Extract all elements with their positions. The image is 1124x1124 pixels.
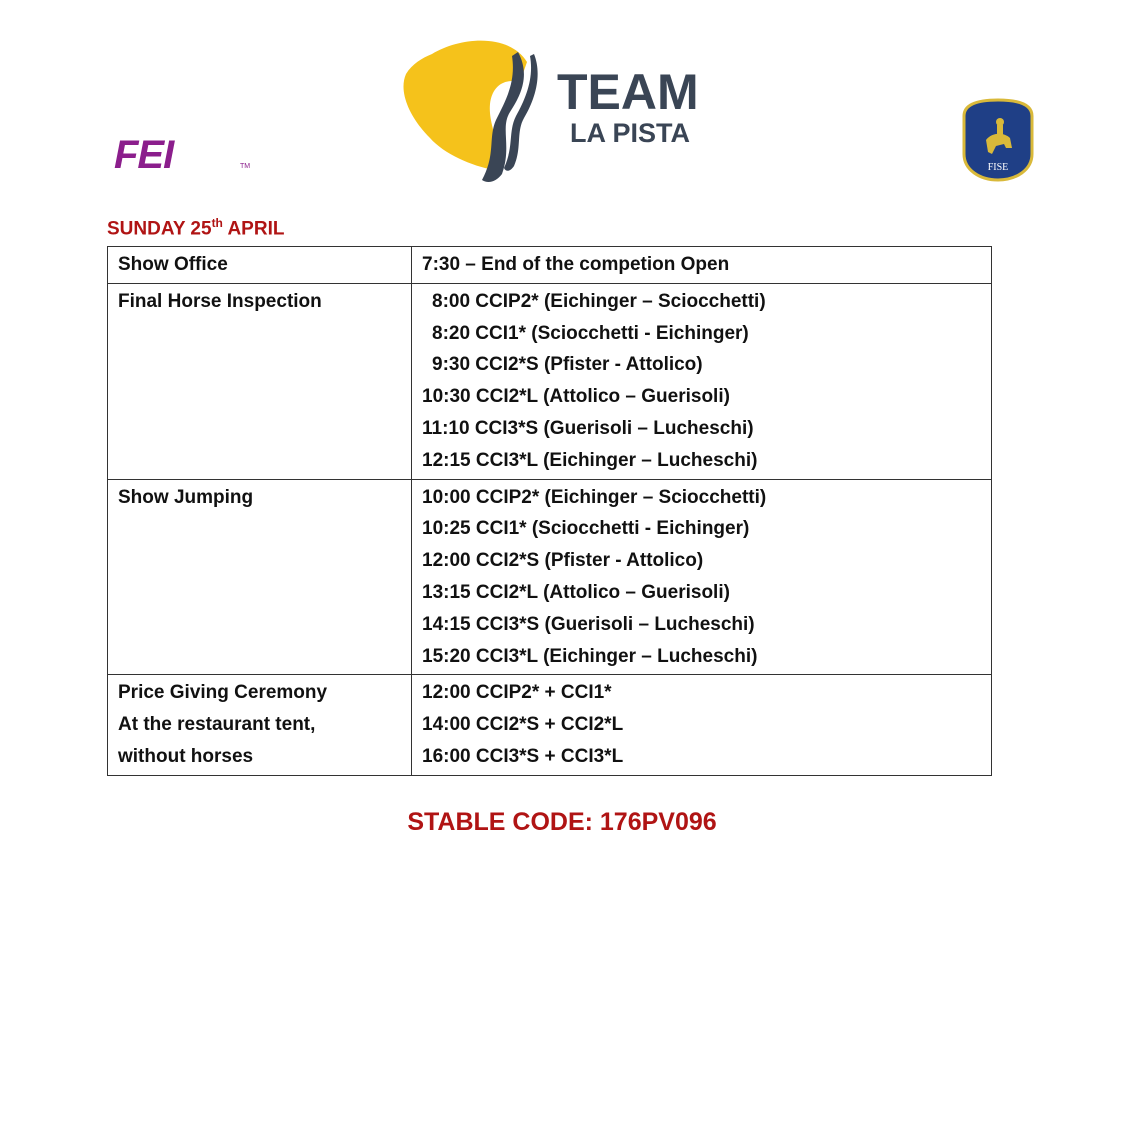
row-times-cell [412, 283, 992, 479]
table-row [108, 283, 992, 479]
team-logo-line2: LA PISTA [570, 118, 690, 148]
time-entry: 10:25 CCI1* (Sciocchetti - Eichinger) [422, 518, 750, 540]
row-label-note: At the restaurant tent, [118, 714, 316, 736]
day-heading-suffix: APRIL [222, 218, 285, 240]
row-label: Show Office [118, 254, 228, 275]
time-entry: 10:30 CCI2*L (Attolico – Guerisoli) [422, 386, 730, 408]
row-label: Final Horse Inspection [118, 290, 322, 312]
fise-logo-text: FISE [987, 162, 1009, 173]
time-entry: 12:00 CCI2*S (Pfister - Attolico) [422, 550, 704, 572]
row-label-cell [108, 247, 412, 284]
table-row [108, 479, 992, 675]
time-entry: 14:15 CCI3*S (Guerisoli – Lucheschi) [422, 613, 755, 635]
row-label-note: without horses [118, 745, 254, 767]
day-heading [107, 216, 284, 240]
time-entry: 9:30 CCI2*S (Pfister - Attolico) [432, 354, 703, 376]
row-label-cell [108, 479, 412, 675]
row-label-cell [108, 675, 412, 775]
time-entry: 14:00 CCI2*S + CCI2*L [422, 714, 624, 736]
row-times-cell [412, 675, 992, 775]
row-times-cell [412, 247, 992, 284]
table-row [108, 247, 992, 284]
time-entry: 12:15 CCI3*L (Eichinger – Lucheschi) [422, 449, 758, 471]
time-entry: 10:00 CCIP2* (Eichinger – Sciocchetti) [422, 486, 767, 508]
row-times-cell [412, 479, 992, 675]
day-heading-sup: th [211, 216, 223, 230]
row-label-cell [108, 283, 412, 479]
row-label: Price Giving Ceremony [118, 682, 328, 704]
stable-code: STABLE CODE: 176PV096 [407, 808, 717, 836]
fei-trademark: TM [240, 163, 251, 170]
time-entry: 13:15 CCI2*L (Attolico – Guerisoli) [422, 581, 730, 603]
time-entry: 8:20 CCI1* (Sciocchetti - Eichinger) [432, 322, 749, 344]
team-la-pista-logo [392, 34, 742, 186]
time-entry: 8:00 CCIP2* (Eichinger – Sciocchetti) [432, 290, 766, 312]
time-entry: 11:10 CCI3*S (Guerisoli – Lucheschi) [422, 417, 754, 439]
table-row [108, 675, 992, 775]
fei-logo-text: FEI [114, 133, 174, 177]
time-entry: 12:00 CCIP2* + CCI1* [422, 682, 612, 704]
day-heading-prefix: SUNDAY 25 [107, 218, 212, 240]
schedule-table [107, 246, 992, 776]
row-label: Show Jumping [118, 486, 254, 508]
time-entry: 16:00 CCI3*S + CCI3*L [422, 745, 624, 767]
fei-logo [112, 130, 262, 180]
horse-head-icon [403, 41, 537, 182]
time-entry: 15:20 CCI3*L (Eichinger – Lucheschi) [422, 645, 758, 667]
time-entry: 7:30 – End of the competion Open [422, 254, 730, 275]
fise-logo [958, 98, 1038, 182]
team-logo-line1: TEAM [557, 64, 699, 120]
